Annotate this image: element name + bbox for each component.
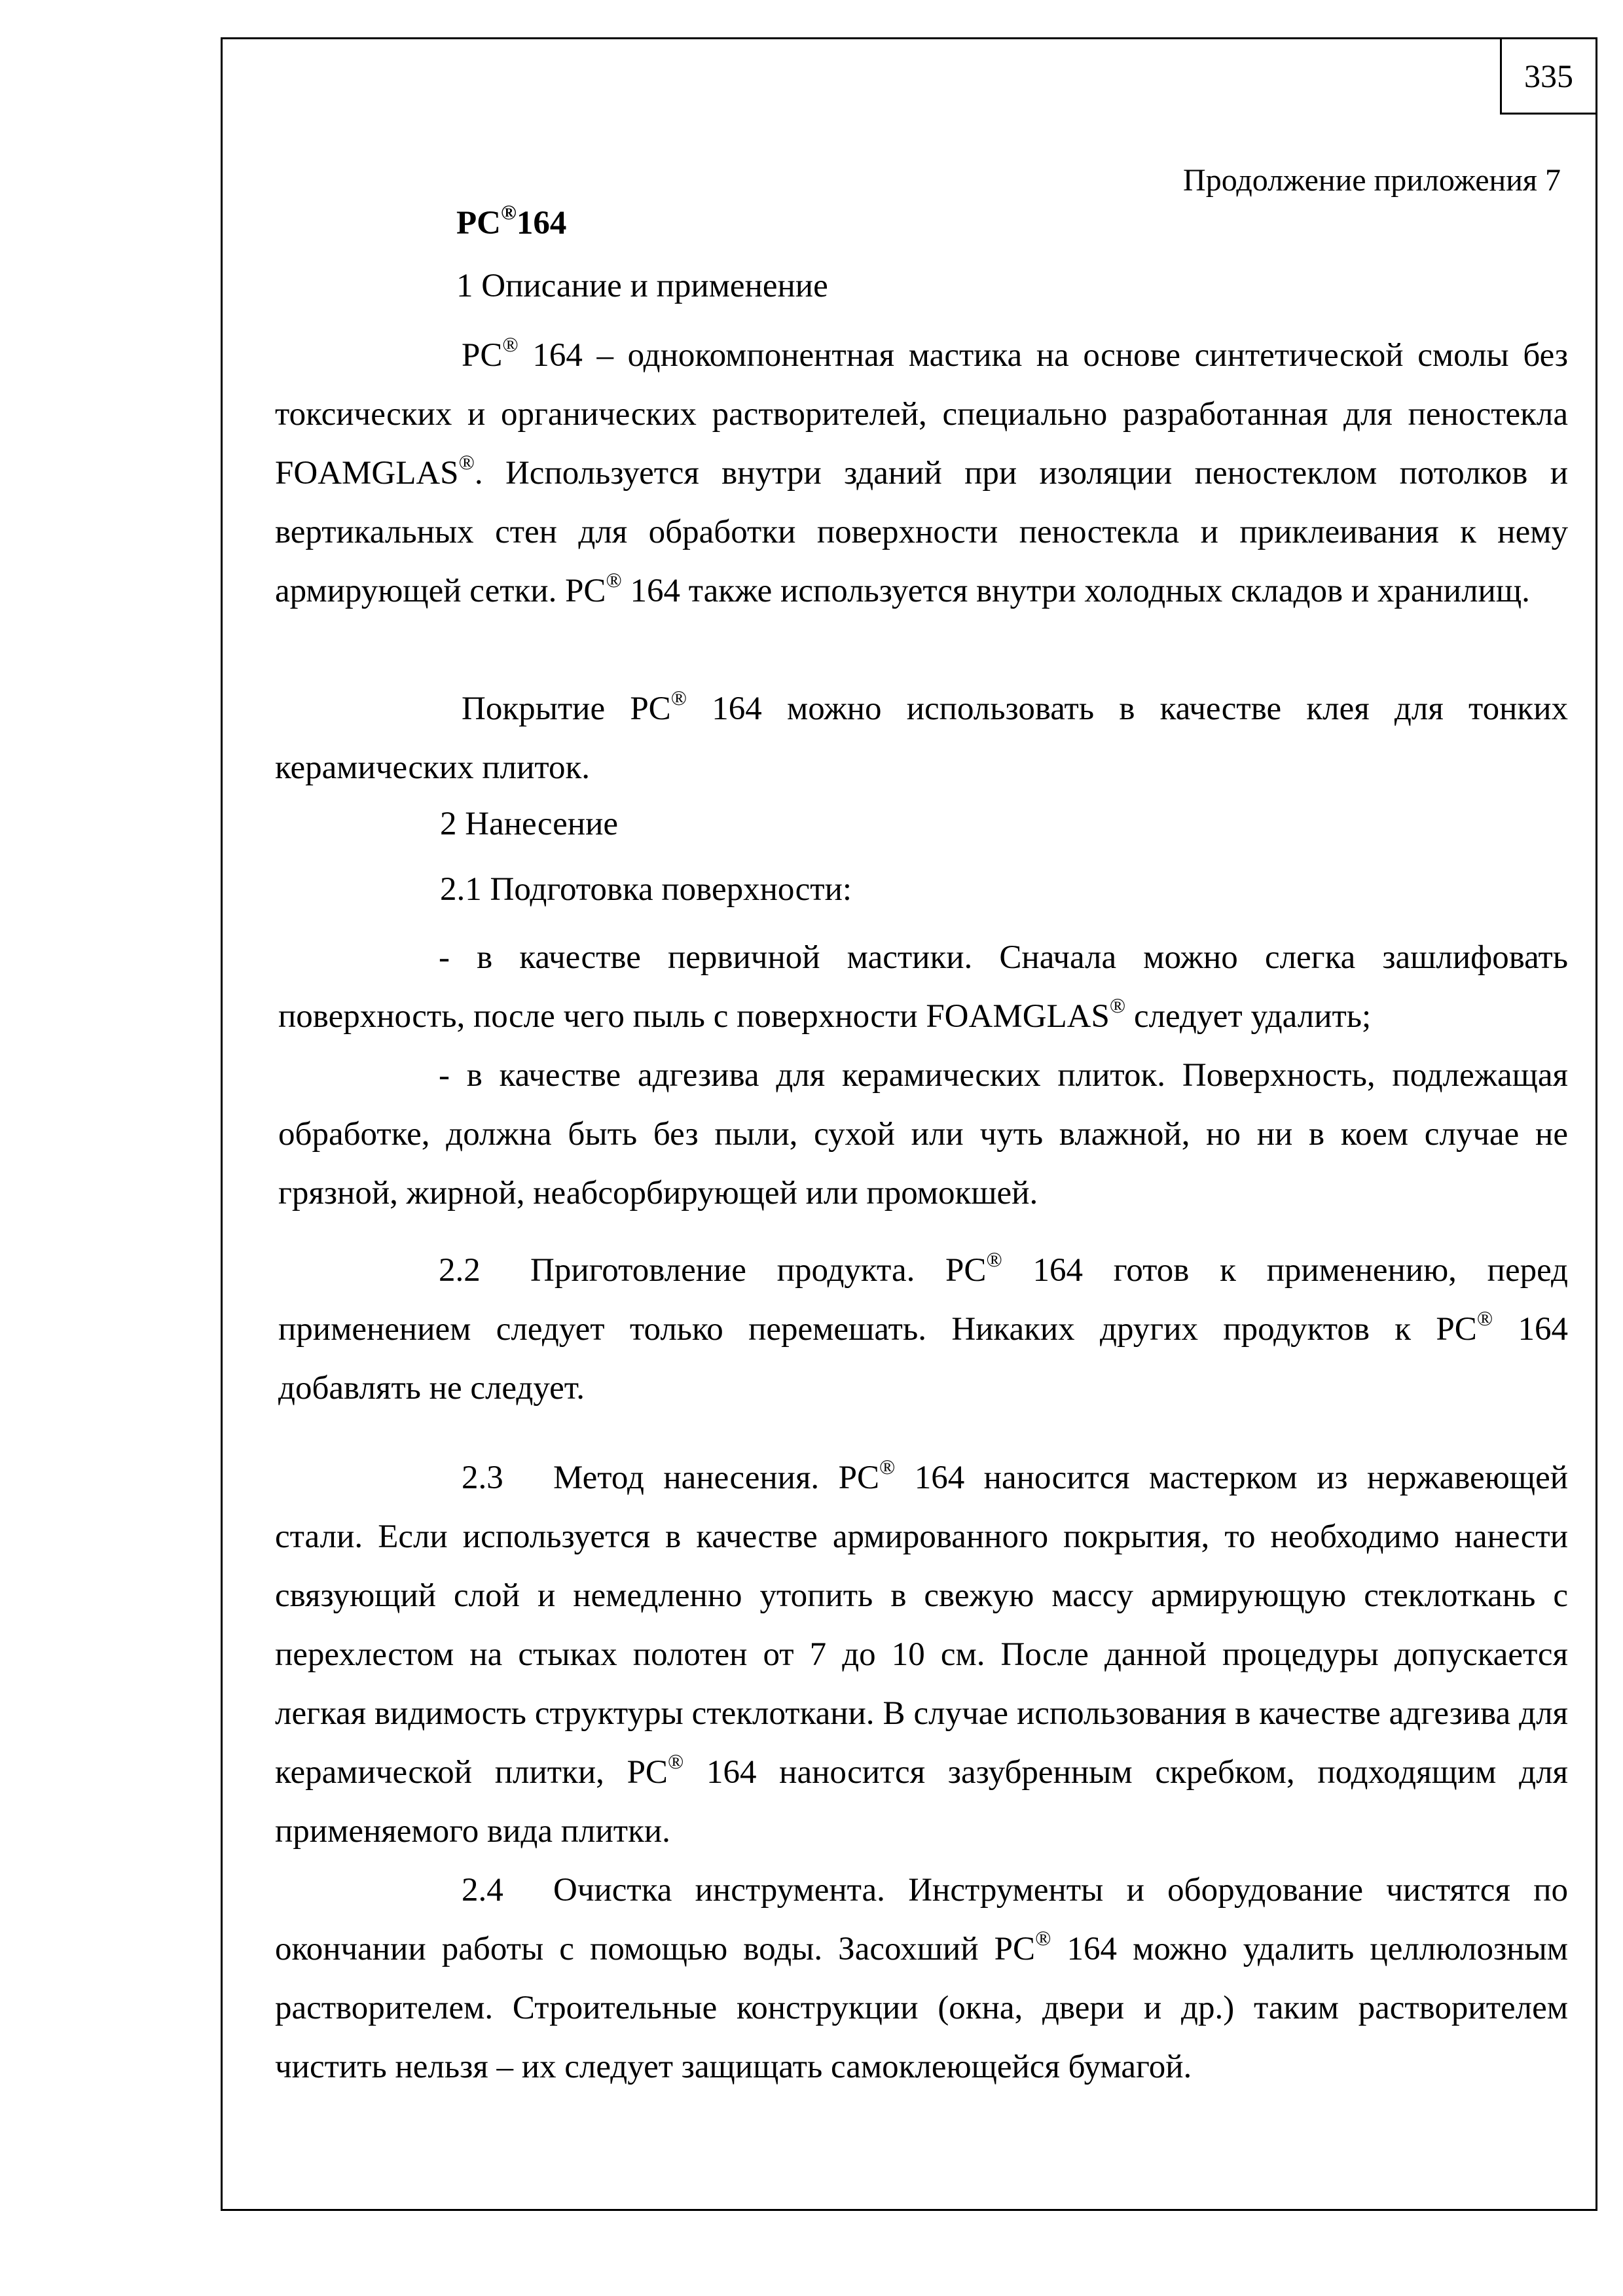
paragraph-description: PC® 164 – однокомпонентная мастика на основе синтетической смолы без токсических и органических растворителей, специально разработанная для пеностекла FOAMGLAS®. Используется внутри зданий при изоляции пеностеклом потолков и вертикальных стен для обработки поверхности пеностекла и приклеивания к нему армирующей сетки. PC® 164 также используется внутри холодных складов и хранилищ. <box>275 332 1568 609</box>
appendix-continuation-label: Продолжение приложения 7 <box>1183 163 1561 198</box>
heading-post: 164 <box>516 205 567 242</box>
section-1-title: 1 Описание и применение <box>456 268 828 304</box>
section-2-2-number: 2.2 <box>439 1252 481 1289</box>
section-2-1-title: 2.1 Подготовка поверхности: <box>440 871 852 908</box>
paragraph-adhesive-item: - в качестве адгезива для керамических плиток. Поверхность, подлежащая обработке, должна быть без пыли, сухой или чуть влажной, но ни в коем случае не грязной, жирной, неабсорбирующей или промокшей. <box>278 1057 1568 1211</box>
section-2-4-number: 2.4 <box>462 1872 503 1909</box>
paragraph-2-4: 2.4 Очистка инструмента. Инструменты и оборудование чистятся по окончании работы с помощью воды. Засохший PC® 164 можно удалить целлюлозным растворителем. Строительные конструкции (окна, двери и др.) таким растворителем чистить нельзя – их следует защищать самоклеющейся бумагой. <box>275 1861 1568 2096</box>
paragraph-coating-use: Покрытие PC® 164 можно использовать в качестве клея для тонких керамических плиток. <box>275 686 1568 786</box>
paragraph-2-3: 2.3 Метод нанесения. PC® 164 наносится мастерком из нержавеющей стали. Если используется в качестве армированного покрытия, то необходимо нанести связующий слой и немедленно утопить в свежую массу армирующую стеклоткань с перехлестом на стыках полотен от 7 до 10 см. После данной процедуры допускается легкая видимость структуры стеклоткани. В случае использования в качестве адгезива для керамической плитки, PC® 164 наносится зазубренным скребком, подходящим для применяемого вида плитки. <box>275 1448 1568 1861</box>
section-2-3-number: 2.3 <box>462 1460 503 1496</box>
paragraph-2-2: 2.2 Приготовление продукта. PC® 164 готов к применению, перед применением следует только перемешать. Никаких других продуктов к PC® 164 добавлять не следует. <box>278 1241 1568 1418</box>
registered-mark: ® <box>500 200 517 224</box>
page-number: 335 <box>1500 37 1597 115</box>
document-heading <box>456 200 567 242</box>
paragraph-primer-item: - в качестве первичной мастики. Сначала можно слегка зашлифовать поверхность, после чего пыль с поверхности FOAMGLAS® следует удалить; <box>278 939 1568 1035</box>
section-2-title: 2 Нанесение <box>440 806 619 842</box>
heading-pre: PC <box>456 205 501 242</box>
